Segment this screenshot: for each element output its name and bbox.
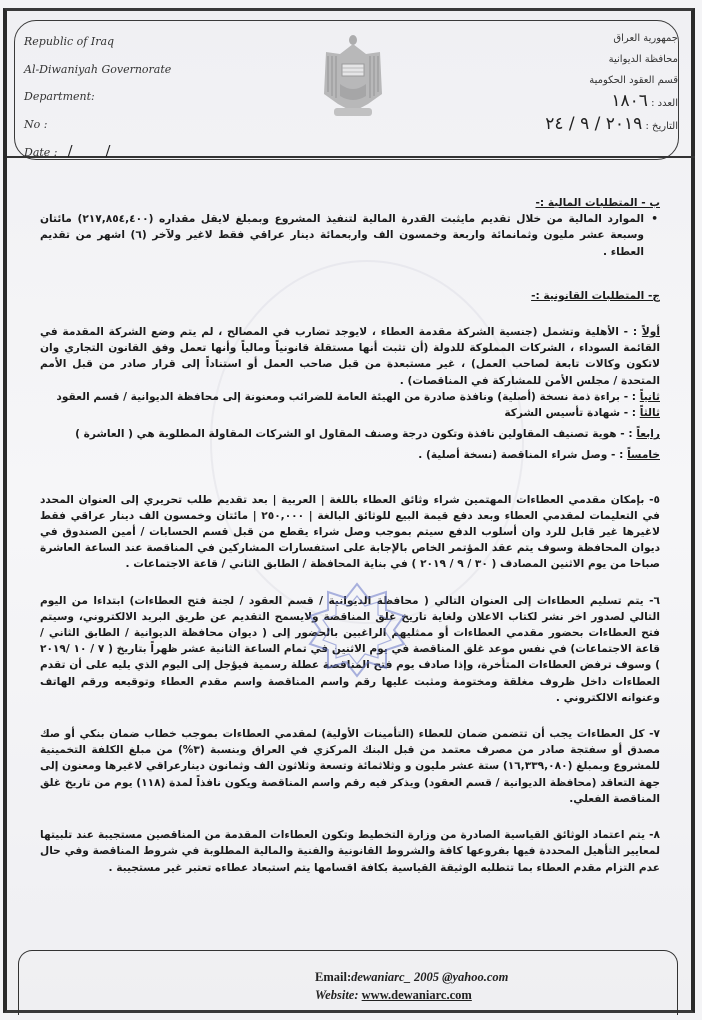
financial-bullet: • الموارد المالية من خلال تقديم مايثبت القدرة المالية لتنفيذ المشروع وبمبلغ لايقل مقداره (٢١٧,٨٥٤,٤٠٠) مائتان وسبعة عشر مليون وثمانمائة واربعة وخمسون الف واربعمائة دينار عراقي فقط لاغير ولآخر (٦) اشهر من تقديم العطاء . [40, 211, 660, 260]
clause-7 [40, 726, 660, 807]
number-row-ar [545, 91, 678, 114]
legal-item-label: خامساً [627, 449, 660, 462]
clause-5 [40, 492, 660, 573]
legal-item-text: : - هوية تصنيف المقاولين نافذة وتكون درجة وصنف المقاول او الشركات المقاولة المطلوبة هي ( العاشرة ) [75, 428, 633, 441]
country-en: Republic of Iraq [24, 35, 115, 48]
clause-text: يتم تسليم العطاءات إلى العنوان التالي ( محافظة الديوانية / قسم العقود / لجنة فتح العطاءات) ابتداءا من اليوم التالي لصدور اخر نشر لكتاب الاعلان ولغاية تاريخ غلق المناقصة ولايسمح التقديم عن طريق البريد الالكتروني، وسيتم فتح العطاءات بحضور مقدمي العطاءات أو ممثليهم الراغبين بالحضور إلى ( ديوان محافظة الديوانية / الطابق الثاني / قاعة الاجتماعات) في نفس موعد غلق المناقصة في يوم الاثنين في تمام الساعة الثانية عشر ظهراً بتاريخ ( ٧ / ١٠ /٢٠١٩ ) وسوف ترفض العطاءات المتأخرة، وإذا صادف يوم فتح المناقصة عطلة رسمية فيؤجل إلى اليوم الذي يليه على أن تقدم العطاءات داخل ظروف مغلقة ومختومة ومثبت عليها رقم واسم المناقصة واسم مقدم العطاء وتوقيعه ورقم الهاتف وعنوانه الالكتروني . [40, 594, 660, 704]
number-label-ar: العدد : [651, 98, 678, 109]
number-label-en: No : [24, 117, 48, 131]
clause-number: ٨- [649, 829, 660, 842]
website-link[interactable]: www.dewaniarc.com [361, 988, 472, 1002]
legal-item-label: ثانياً [639, 390, 660, 403]
clause-number: ٥- [649, 493, 660, 506]
legal-heading: ج- المتطلبات القانونية :- [531, 289, 660, 302]
footer-contact [315, 968, 508, 1004]
department-ar: قسم العقود الحكومية [589, 75, 678, 86]
legal-item-label: ثالثاً [639, 407, 660, 420]
legal-item-text: : - وصل شراء المناقصة (نسخة أصلية) . [418, 449, 624, 462]
email-row [315, 968, 508, 986]
document-body [40, 175, 660, 876]
clause-number: ٧- [649, 728, 660, 741]
official-stamp-icon [302, 580, 412, 680]
legal-item-text: : - الأهلية وتشمل (جنسية الشركة مقدمة العطاء ، لايوجد تضارب في المصالح ، لم يتم وضع الشركة المقدمة في القائمة السوداء ، الشركات المملوكة للدولة (أن تثبت أنها مستقلة قانونياً ومالياً وأنها تعمل وفق القانون التجاري وان لاتكون وكالات تابعة لصاحب العمل) ، غير مستبعدة من قبل صاحب العمل أو استناداً إلى قرار صادر من قبل الأمم المتحدة / مجلس الأمن للمشاركة في المناقصات) . [40, 326, 660, 387]
clause-text: كل العطاءات يجب أن تتضمن ضمان للعطاء (التأمينات الأولية) لمقدمي العطاءات بموجب خطاب ضمان بنكي أو صك مصدق أو سفتجة صادر من مصرف معتمد من قبل البنك المركزي في العراق وبنسبة (٣%) من مبلغ الكلفة التخمينية للمشروع وبمبلغ (١٦,٣٣٩,٠٨٠) ستة عشر مليون و وثلاثمائة وتسعة وثلاثون الف وثمانون دينارعراقي لاغيرها ومعنون إلى جهة التعاقد (محافظة الديوانية / قسم العقود) ويذكر فيه رقم واسم المناقصة ويكون نافذاً لمدة (١١٨) يوم من تاريخ غلق المناقصة الفعلي. [40, 728, 660, 805]
website-label: Website: [315, 988, 359, 1002]
legal-item-text: : - شهادة تأسيس الشركة [504, 407, 637, 420]
country-ar: جمهورية العراق [613, 33, 678, 44]
email-label: Email: [315, 970, 352, 984]
legal-item-label: رابعاً [636, 428, 660, 441]
governorate-ar: محافظة الديوانية [608, 54, 678, 65]
clause-number: ٦- [649, 594, 660, 607]
date-label-ar: التاريخ : [645, 121, 678, 132]
coat-of-arms-emblem-icon [318, 34, 388, 124]
clause-8 [40, 827, 660, 876]
date-value-ar: ٢٠١٩ / ٩ / ٢٤ [545, 114, 643, 134]
number-value-ar: ١٨٠٦ [611, 91, 648, 111]
legal-item [40, 389, 660, 405]
department-label-en: Department: [24, 90, 95, 103]
date-row-ar [545, 114, 678, 137]
legal-item [40, 324, 660, 389]
legal-item [40, 447, 660, 463]
legal-item-label: أولاً [641, 326, 660, 339]
governorate-en: Al-Diwaniyah Governorate [24, 62, 172, 76]
financial-heading: ب - المتطلبات المالية :- [535, 197, 660, 209]
date-slashes: / / [67, 142, 125, 160]
clause-text: بإمكان مقدمي العطاءات المهتمين شراء وثائق العطاء باللغة | العربية | بعد تقديم طلب تحريري إلى العنوان المحدد في التعليمات لمقدمي العطاء وبعد دفع قيمة البيع للوثائق البالغة | ٢٥٠,٠٠٠ | مائتان وخمسون الف دينار عراقي فقط لاغيرها غير قابل للرد وان أسلوب الدفع سيتم بموجب وصل شراء يقطع من قبل قسم الحسابات / أمين الصندوق في ديوان المحافظة وسوف يتم عقد المؤتمر الخاص بالإجابة على استفسارات المشاركين في المناقصة عند الساعة العاشرة صباحا من يوم الاثنين المصادف ( ٣٠ / ٩ / ٢٠١٩ ) في بناية المحافظة / الطابق الثاني / قاعة الاجتماعات . [40, 493, 660, 571]
legal-item-text: : - براءة ذمة نسخة (أصلية) ونافذة صادرة من الهيئة العامة للضرائب ومعنونة إلى محافظة الديوانية / قسم العقود [56, 390, 637, 403]
letterhead-english [24, 28, 171, 167]
legal-item [40, 405, 660, 421]
legal-item [40, 426, 660, 442]
date-label-en: Date : [24, 146, 58, 159]
website-row [315, 986, 508, 1004]
letterhead-arabic [545, 28, 678, 137]
date-row-en [24, 138, 171, 167]
clause-text: يتم اعتماد الوثائق القياسية الصادرة من وزارة التخطيط وتكون العطاءات المقدمة من المناقصين مستجيبة عند تلبيتها لمعايير التأهيل المحددة فيها بفروعها كافة والشروط القانونية والفنية والمالية المطلوبة في شروط المناقصة وفي حال عدم التزام مقدم العطاء بما تتطلبه الوثيقة القياسية بكافة اقسامها يتم استبعاد عطاءه تعتبر غير مستجيبة . [40, 829, 660, 874]
email-value[interactable]: dewaniarc_ 2005 @yahoo.com [351, 970, 509, 984]
